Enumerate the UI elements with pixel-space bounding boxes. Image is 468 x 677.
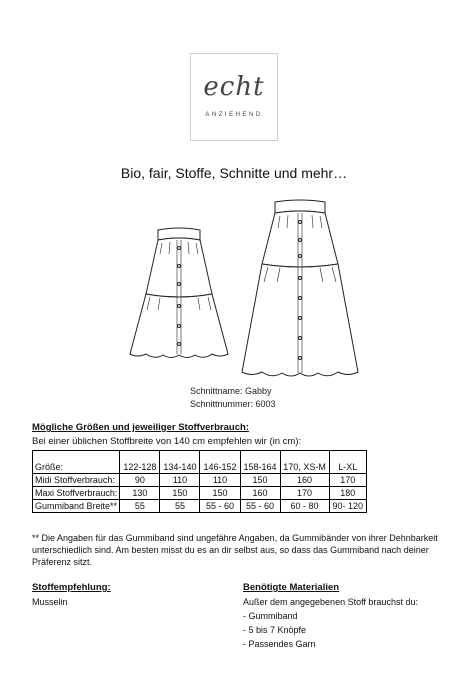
table-cell: 55 - 60 [200, 500, 240, 513]
table-cell: 110 [200, 474, 240, 487]
table-cell: 180 [329, 487, 366, 500]
fabric-heading: Stoffempfehlung: [32, 582, 111, 593]
materials-heading: Benötigte Materialien [243, 582, 340, 593]
table-cell: 150 [200, 487, 240, 500]
midi-skirt-drawing [130, 228, 228, 358]
pattern-name: Schnittname: Gabby [190, 386, 272, 396]
logo-script: echt [203, 72, 265, 102]
table-cell: Gummiband Breite** [33, 500, 120, 513]
sizes-intro: Bei einer üblichen Stoffbreite von 140 cm empfehlen wir (in cm): [32, 436, 302, 447]
materials-list [243, 609, 316, 651]
pattern-info [190, 385, 310, 411]
table-cell: 158-164 [240, 451, 280, 474]
table-cell: 110 [160, 474, 200, 487]
table-cell: 150 [240, 474, 280, 487]
brand-logo [190, 53, 278, 141]
table-cell: 90 [120, 474, 160, 487]
sizes-heading: Mögliche Größen und jeweiliger Stoffverbrauch: [32, 422, 249, 433]
table-cell: 160 [240, 487, 280, 500]
table-row [33, 487, 367, 500]
table-cell: 146-152 [200, 451, 240, 474]
elastic-footnote: ** Die Angaben für das Gummiband sind ungefähre Angaben, da Gummibänder von ihrer Dehnbarkeit unterschiedlich sind. Am besten misst du es an dir selbst aus, so dass das Gummiband nach deiner Präferenz sitzt. [32, 533, 438, 567]
list-item: - Gummiband [243, 611, 298, 621]
table-cell: 170, XS-M [280, 451, 329, 474]
table-row [33, 500, 367, 513]
table-cell: 55 [120, 500, 160, 513]
fabric-value: Musselin [32, 597, 68, 607]
table-cell: 150 [160, 487, 200, 500]
table-cell: 122-128 [120, 451, 160, 474]
logo-subtitle: ANZIEHEND [205, 112, 263, 118]
table-cell: 160 [280, 474, 329, 487]
table-cell: 170 [280, 487, 329, 500]
table-cell: 170 [329, 474, 366, 487]
table-cell: 90- 120 [329, 500, 366, 513]
skirt-illustrations [120, 196, 360, 382]
table-cell: 130 [120, 487, 160, 500]
table-cell: 60 - 80 [280, 500, 329, 513]
list-item: - Passendes Garn [243, 639, 316, 649]
size-table [32, 450, 367, 513]
table-row [33, 474, 367, 487]
table-cell: Größe: [33, 451, 120, 474]
materials-intro: Außer dem angegebenen Stoff brauchst du: [243, 597, 418, 607]
table-cell: 55 - 60 [240, 500, 280, 513]
table-header-row [33, 451, 367, 474]
table-cell: 55 [160, 500, 200, 513]
table-cell: Midi Stoffverbrauch: [33, 474, 120, 487]
table-cell: Maxi Stoffverbrauch: [33, 487, 120, 500]
table-cell: L-XL [329, 451, 366, 474]
list-item: - 5 bis 7 Knöpfe [243, 625, 307, 635]
table-cell: 134-140 [160, 451, 200, 474]
tagline: Bio, fair, Stoffe, Schnitte und mehr… [120, 165, 348, 181]
pattern-number: Schnittnummer: 6003 [190, 399, 276, 409]
maxi-skirt-drawing [242, 200, 358, 376]
